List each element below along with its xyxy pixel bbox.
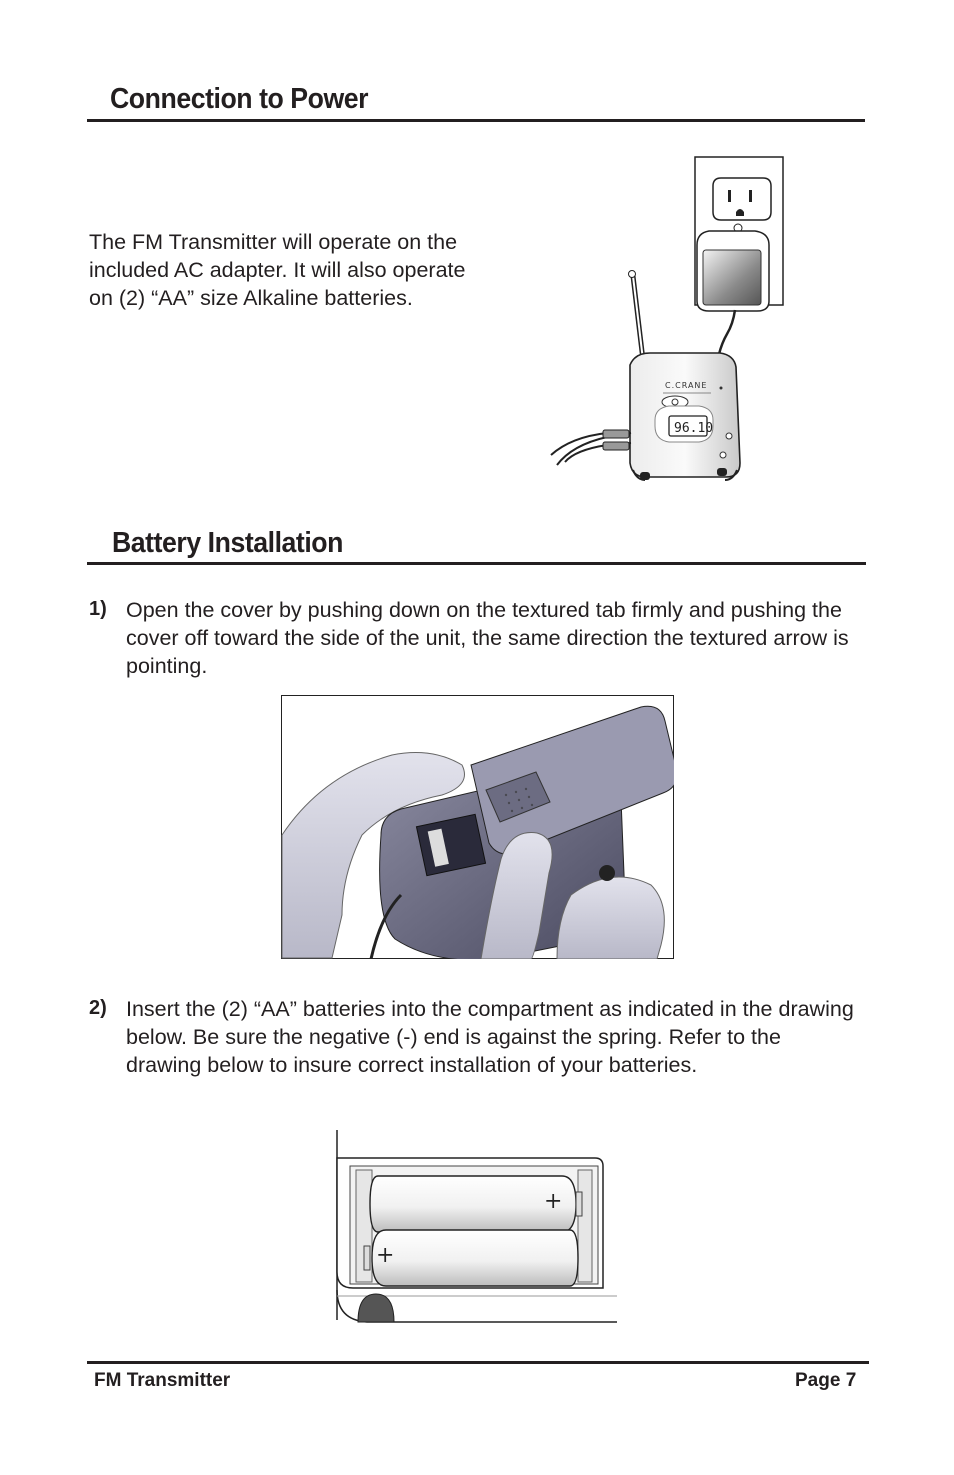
heading-rule-battery (87, 562, 866, 565)
footer-rule (87, 1361, 869, 1364)
step-text-2: Insert the (2) “AA” batteries into the compartment as indicated in the drawing below. Be sure the negative (-) end is against the spring. Refer to the drawing below to insure correct installation of your batteries. (126, 997, 854, 1077)
transmitter-illustration (545, 150, 790, 485)
thumb-notch (358, 1294, 394, 1322)
heading-rule-power (87, 119, 865, 122)
page-number: Page 7 (795, 1370, 857, 1391)
step-number-2: 2) (89, 997, 107, 1019)
power-paragraph: The FM Transmitter will operate on the included AC adapter. It will also operate on (2) “AA” size Alkaline batteries. (89, 230, 466, 310)
battery-bottom (372, 1230, 578, 1286)
section-heading-power: Connection to Power (110, 83, 369, 115)
step-number-1: 1) (89, 598, 107, 620)
frequency-display-value: 96.10 (674, 421, 714, 436)
device-brand-label: C.CRANE (665, 381, 708, 390)
battery-bottom-plus: + (376, 1243, 395, 1268)
battery-top-plus: + (544, 1189, 563, 1214)
step-text-1: Open the cover by pushing down on the textured tab firmly and pushing the cover off toward the side of the unit, the same direction the textured arrow is pointing. (126, 598, 849, 678)
cover-removal-photo (281, 695, 674, 959)
footer-title: FM Transmitter (94, 1370, 231, 1391)
device-foot (599, 865, 615, 881)
battery-compartment-drawing (330, 1130, 625, 1330)
section-heading-battery: Battery Installation (112, 527, 343, 559)
